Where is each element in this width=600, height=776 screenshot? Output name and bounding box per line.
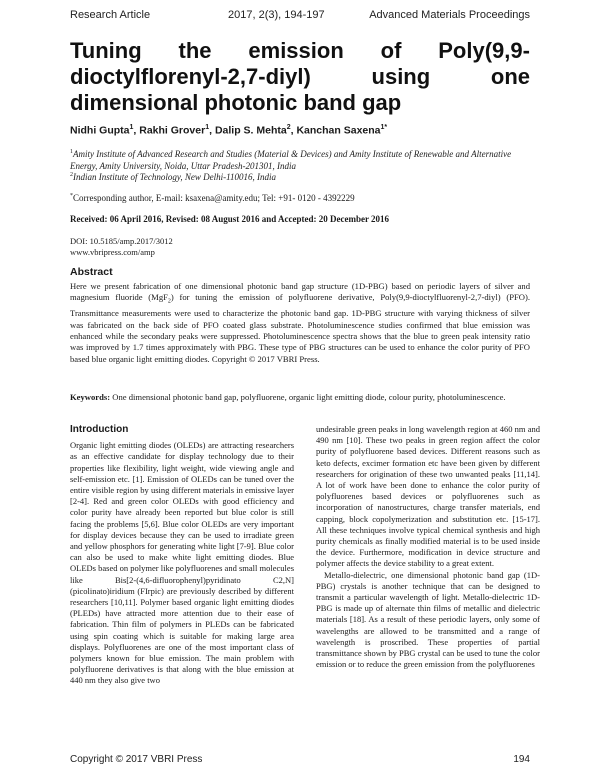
title-word: emission bbox=[248, 38, 344, 63]
journal-name: Advanced Materials Proceedings bbox=[369, 9, 530, 21]
author-affil-sup: 1* bbox=[380, 124, 388, 131]
title-line-2 bbox=[70, 64, 530, 90]
title-word: dioctylflorenyl-2,7-diyl) bbox=[70, 64, 311, 89]
affil-sup: 1 bbox=[70, 149, 73, 155]
author-affil-sup: 1 bbox=[205, 124, 210, 131]
keywords-text: One dimensional photonic band gap, polyfluorene, organic light emitting diode, colour purity, photoluminescence. bbox=[112, 392, 506, 402]
title-word: one bbox=[490, 64, 530, 89]
corresp-sup: * bbox=[70, 193, 73, 199]
affil-text: Amity Institute of Advanced Research and Studies (Material & Devices) and Amity Institute of Renewable and Alternative Energy, Amity University, Noida, Uttar Pradesh-201301, India bbox=[70, 149, 512, 171]
abstract-text bbox=[70, 281, 530, 365]
keywords-label: Keywords: bbox=[70, 392, 111, 402]
title-word: Poly(9,9- bbox=[438, 38, 530, 63]
title-word: Tuning bbox=[70, 38, 142, 63]
article-type: Research Article bbox=[70, 9, 151, 21]
doi-block bbox=[70, 236, 173, 258]
abstract-sub: 2 bbox=[167, 299, 171, 306]
body-column-left bbox=[70, 424, 294, 687]
doi-link[interactable]: DOI: 10.5185/amp.2017/3012 bbox=[70, 236, 173, 246]
paper-title bbox=[70, 38, 530, 116]
abstract-heading: Abstract bbox=[70, 266, 113, 278]
keywords bbox=[70, 392, 530, 403]
affiliation-1 bbox=[70, 147, 530, 172]
title-line-1 bbox=[70, 38, 530, 64]
title-word: of bbox=[380, 38, 402, 63]
author-affil-sup: 1 bbox=[129, 124, 134, 131]
volume-info: 2017, 2(3), 194-197 bbox=[228, 9, 325, 21]
paragraph: undesirable green peaks in long wavelength region at 460 nm and 490 nm [10]. These two peaks in green region affect the color purity of polyfluorene based devices. Different reasons such as keto defects, excimer formation etc have been given by different researchers for origination of these two unwanted peaks [11,14]. A lot of work have been done to enhance the color purity of polyfluorenes based devices or polyfluorenes such as incorporation of nanostructures, charge transfer materials, end capping, block copolymerization and substitution etc. [15-17]. All these techniques involve typical chemical synthesis and high purity chemicals as finally modified material is to be used inside the device. Furthermore, modification in device structure and polymer affects the device stability to a great extent. bbox=[316, 424, 540, 569]
author-name: Dalip S. Mehta bbox=[214, 124, 287, 137]
page-number: 194 bbox=[513, 754, 530, 765]
introduction-heading: Introduction bbox=[70, 424, 129, 435]
body-column-right bbox=[316, 424, 540, 670]
title-word: using bbox=[371, 64, 431, 89]
corresp-text: Corresponding author, E-mail: ksaxena@amity.edu; Tel: +91- 0120 - 4392229 bbox=[73, 193, 355, 203]
footer-copyright: Copyright © 2017 VBRI Press bbox=[70, 754, 203, 765]
paragraph: Metallo-dielectric, one dimensional photonic band gap (1D-PBG) crystals is another technique that can be designed to transmit a particular wavelength of light. Metallo-dielectric 1D-PBG is made up of alternate thin films of metallic and dielectric materials [18]. As a result of these periodic layers, only some of wavelengths are allowed to be transmitted and a range of wavelength is proscribed. These properties of partial transmittance shown by PBG crystal can be used to tune the color emission or to reduce the green emission from the polyfluorenes bbox=[316, 569, 540, 670]
affiliation-2 bbox=[70, 170, 530, 184]
abstract-part: ) for tuning the emission of polyfluorene derivative, Poly(9,9-dioctylfluorenyl-2,7-diyl) (PFO). Transmittance measurements were used to characterize the photonic band gap. 1D-PBG structure with varying thickness of silver was fabricated on the back side of PFO coated glass substrate. Photoluminescence studies confirmed that blue emission was enhanced while the secondary peaks were suppressed. Photoluminescence spectra shows that the blue to green peak intensity ratio was improved by 1.7 times approximately with PBG. These type of PBG structures can be used to enhance the color purity of PFO based blue organic light emitting diodes. Copyright © 2017 VBRI Press. bbox=[70, 292, 530, 364]
author-list: Nidhi Gupta$^1$, Rakhi Grover$^1$, Dalip S. Mehta$^2$, Kanchan Saxena$^{1*}$ bbox=[70, 124, 388, 137]
affil-sup: 2 bbox=[70, 172, 73, 178]
author-name: Nidhi Gupta bbox=[70, 124, 130, 137]
abstract-part: Here we present fabrication of one dimensional photonic band gap structure (1D-PBG) based on periodic layers of silver and magnesium fluoride (MgF bbox=[70, 281, 530, 303]
corresponding-author bbox=[70, 193, 530, 203]
page-footer bbox=[70, 754, 530, 768]
received-dates: Received: 06 April 2016, Revised: 08 August 2016 and Accepted: 20 December 2016 bbox=[70, 214, 390, 224]
title-word: the bbox=[178, 38, 212, 63]
author-affil-sup: 2 bbox=[286, 124, 291, 131]
author-name: Kanchan Saxena bbox=[296, 124, 381, 137]
title-line-3: dimensional photonic band gap bbox=[70, 90, 402, 115]
paragraph: Organic light emitting diodes (OLEDs) are attracting researchers as an effective candidate for display technology due to their properties like flexibility, light weight, wide viewing angle and self-emission etc. [1]. Emission of OLEDs can be tuned over the entire visible region by using different materials in emissive layer [2-4]. Red and green color OLEDs with good efficiency and color purity have already been reported but blue color is still facing the problems [5,6]. Blue color OLEDs are very important for display devices because they can be used to irradiate green and yellow phosphors for generating white light [7-9]. Blue color can also be used to make white light emitting diodes. Blue OLEDs based on polymer like polyfluorenes and small molecules like Bis[2-(4,6-difluorophenyl)pyridinato C2,N] (picolinato)iridium (FIrpic) are previously described by different researchers [10,11]. Polymer based organic light emitting diodes (PLEDs) have attracted more attention due to their ease of fabrication. Thin film of polymers in PLEDs can be fabricated using spin coating which is suitable for making large area displays. Polyfluorenes are one of the most important class of polymers known for blue emission. The main problem with polyfluorene derivatives is that along with the blue emission at 440 nm they also give two bbox=[70, 440, 294, 686]
affil-text: Indian Institute of Technology, New Delhi-110016, India bbox=[73, 172, 276, 182]
website-link[interactable]: www.vbripress.com/amp bbox=[70, 247, 155, 257]
running-header bbox=[70, 9, 530, 27]
author-name: Rakhi Grover bbox=[139, 124, 206, 137]
